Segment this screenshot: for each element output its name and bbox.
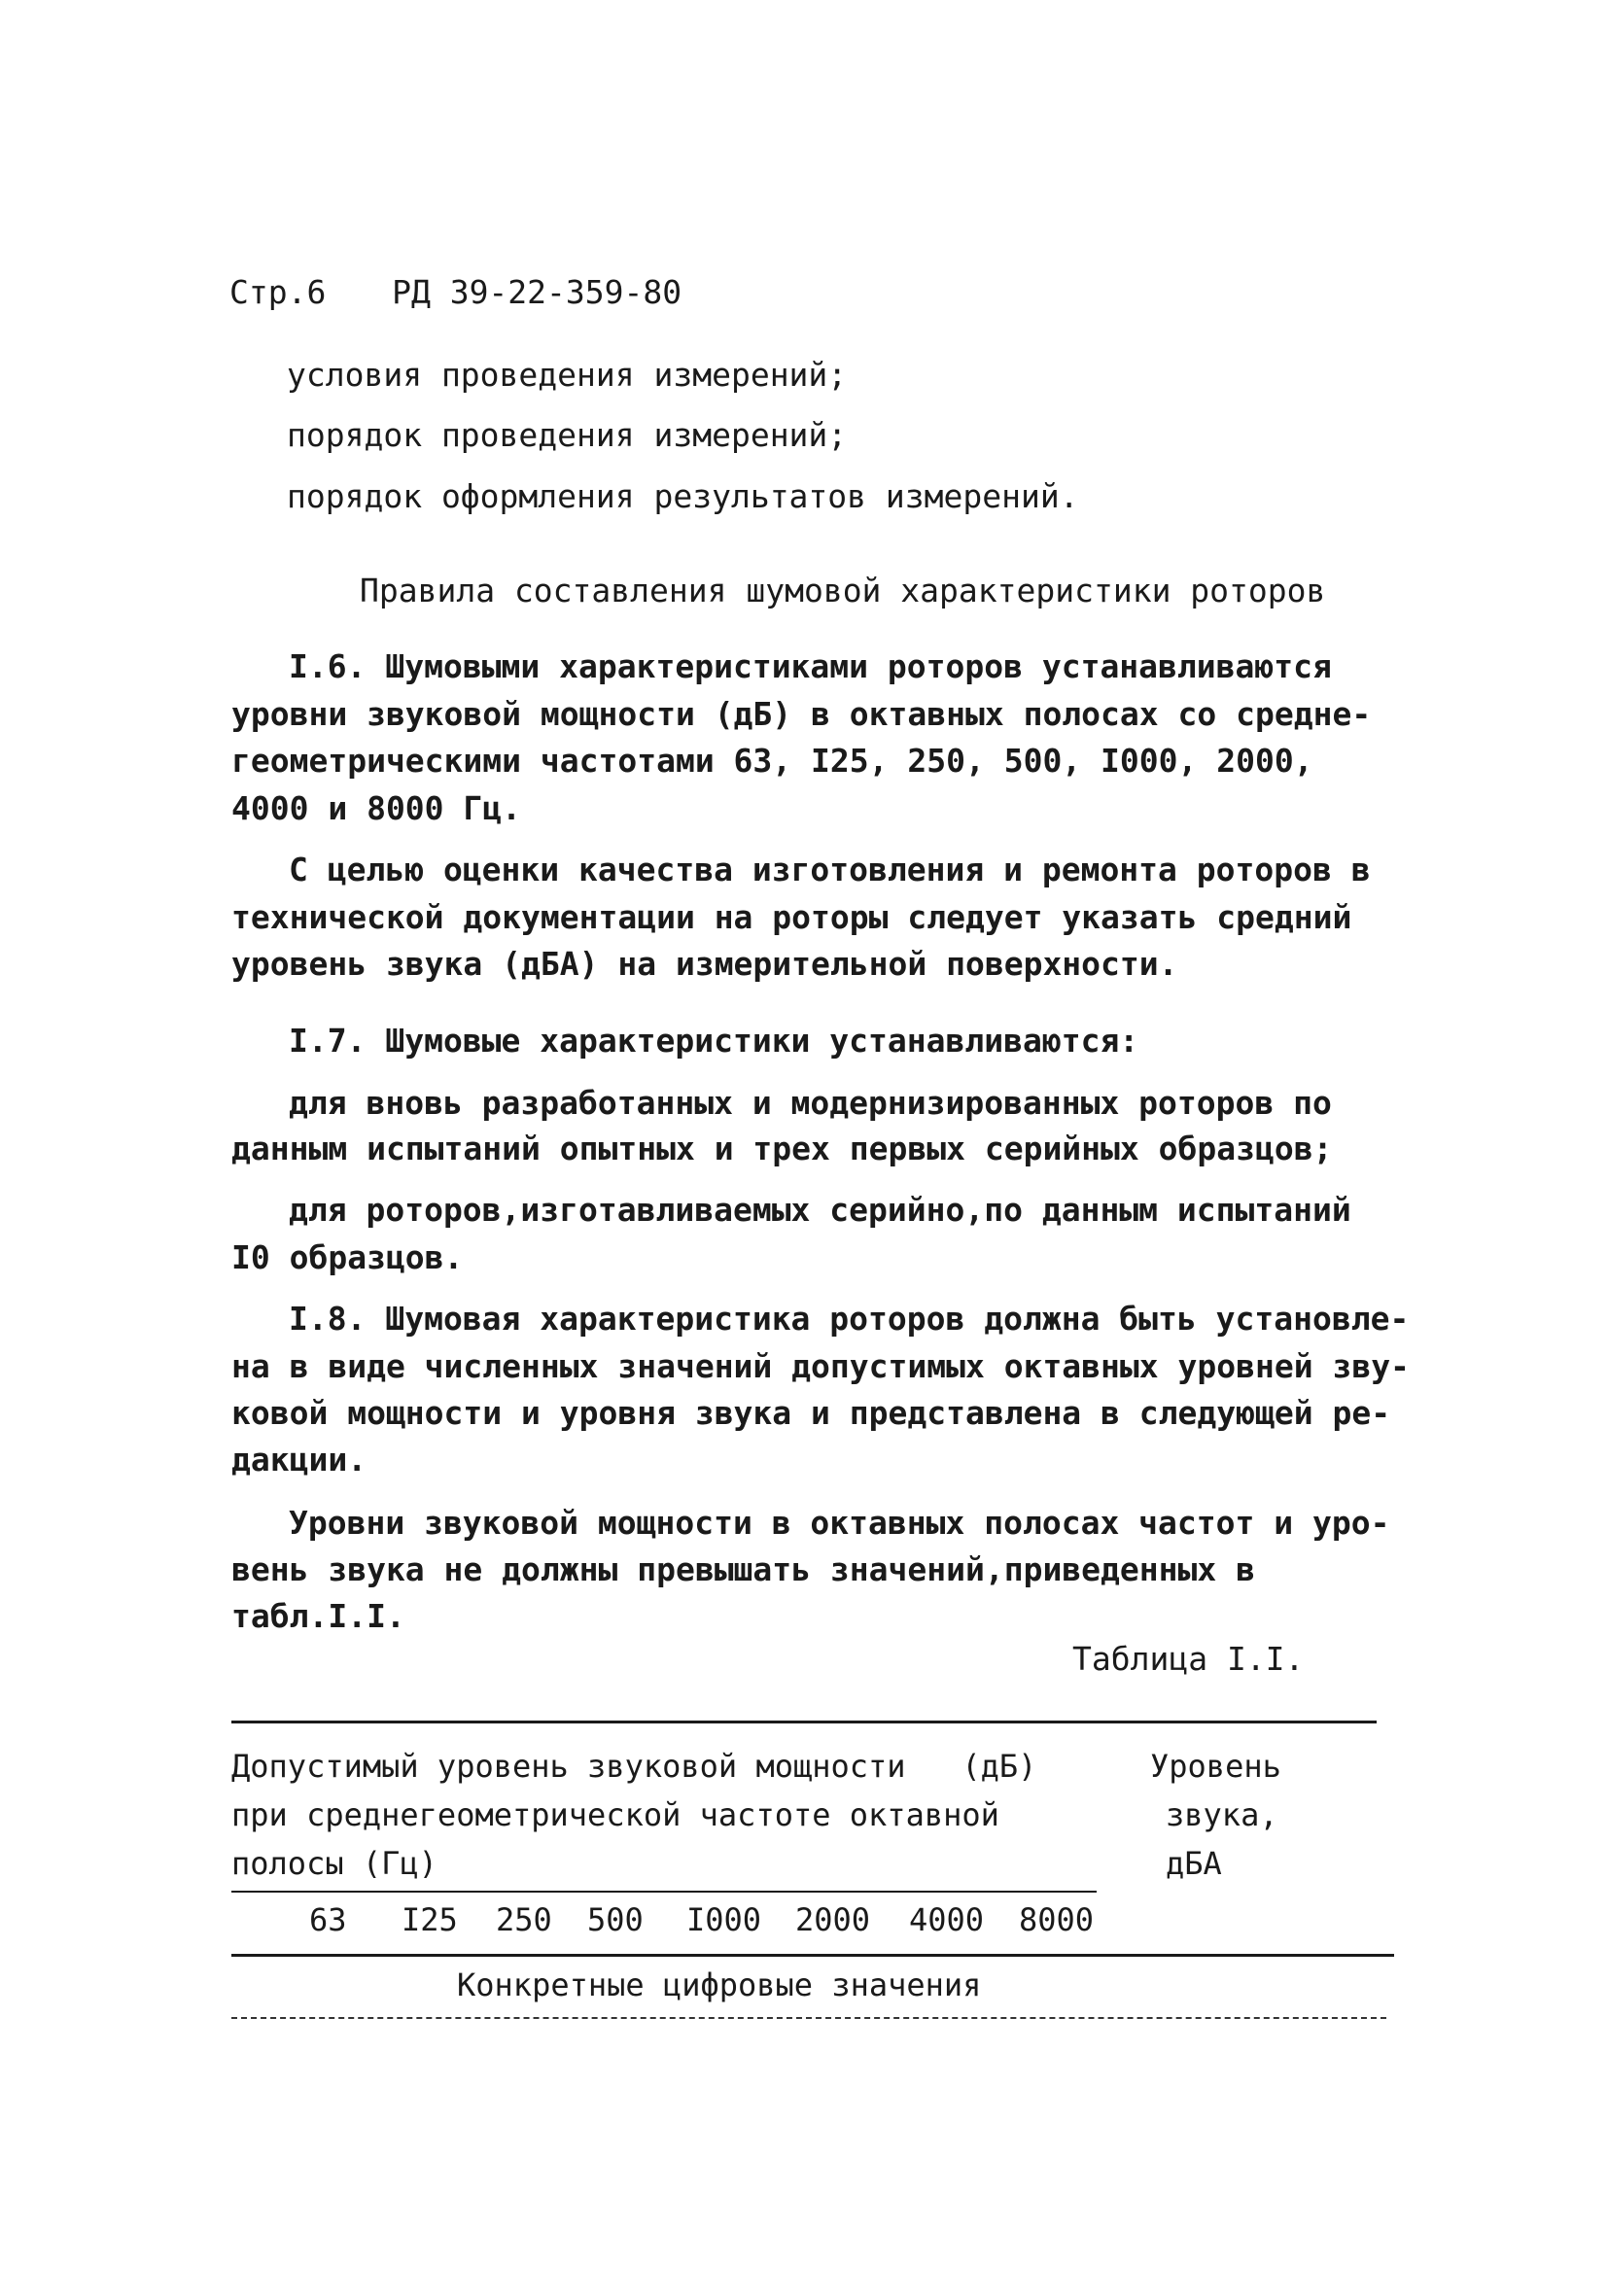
table-header-right — [1150, 1742, 1281, 1888]
paragraph-line: С целью оценки качества изготовления и ремонта роторов в — [289, 851, 1371, 888]
paragraph-line: для вновь разработанных и модернизированных роторов по — [289, 1084, 1332, 1122]
paragraph-line: геометрическими частотами 63, I25, 250, 500, I000, 2000, — [231, 742, 1313, 780]
frequency-cell: 250 — [496, 1901, 552, 1938]
table-header-line: при среднегеометрической частоте октавной — [231, 1796, 999, 1833]
paragraph-line: дакции. — [231, 1441, 367, 1478]
table-header-line: дБА — [1166, 1845, 1222, 1882]
paragraph-line: для роторов,изготавливаемых серийно,по данным испытаний — [289, 1191, 1351, 1229]
paragraph-line: табл.I.I. — [231, 1597, 405, 1635]
table-header-line: звука, — [1166, 1796, 1278, 1833]
paragraph-line: уровни звуковой мощности (дБ) в октавных полосах со средне- — [231, 695, 1372, 733]
paragraph-line: вень звука не должны превышать значений,приведенных в — [231, 1550, 1255, 1588]
paragraph-line: I.8. Шумовая характеристика роторов должна быть установле- — [289, 1300, 1410, 1338]
table-header-left — [231, 1742, 1036, 1888]
table-header-bottom-rule — [231, 1954, 1394, 1957]
frequency-cell: 4000 — [909, 1901, 985, 1938]
frequency-cell: 2000 — [795, 1901, 871, 1938]
list-item: порядок оформления результатов измерений. — [287, 477, 1079, 515]
table-header-line: Уровень — [1150, 1748, 1281, 1785]
paragraph-line: на в виде численных значений допустимых октавных уровней зву- — [231, 1347, 1410, 1385]
paragraph-line: Уровни звуковой мощности в октавных полосах частот и уро- — [289, 1504, 1390, 1542]
table-top-rule — [231, 1721, 1377, 1723]
paragraph-line: I.6. Шумовыми характеристиками роторов устанавливаются — [289, 647, 1332, 685]
list-item: условия проведения измерений; — [287, 356, 848, 394]
paragraph-line: уровень звука (дБА) на измерительной поверхности. — [231, 945, 1178, 983]
frequency-cell: I25 — [402, 1901, 458, 1938]
paragraph-line: I.7. Шумовые характеристики устанавливаются: — [289, 1022, 1139, 1060]
list-item: порядок проведения измерений; — [287, 416, 848, 454]
document-code: РД 39-22-359-80 — [392, 273, 682, 311]
paragraph-line: технической документации на роторы следует указать средний — [231, 898, 1352, 936]
paragraph-line: данным испытаний опытных и трех первых серийных образцов; — [231, 1130, 1333, 1167]
page-header — [229, 273, 682, 312]
frequency-cell: I000 — [686, 1901, 762, 1938]
table-header-line: Допустимый уровень звуковой мощности (дБ) — [231, 1748, 1037, 1785]
table-caption: Таблица I.I. — [1072, 1640, 1305, 1678]
section-heading: Правила составления шумовой характеристики роторов — [360, 572, 1326, 609]
frequency-cell: 8000 — [1019, 1901, 1095, 1938]
values-note: Конкретные цифровые значения — [457, 1966, 982, 2003]
table-bottom-rule — [231, 2017, 1386, 2019]
table-subheader-rule — [231, 1891, 1097, 1893]
paragraph-line: 4000 и 8000 Гц. — [231, 789, 522, 827]
paragraph-line: ковой мощности и уровня звука и представлена в следующей ре- — [231, 1394, 1391, 1432]
frequency-cell: 63 — [309, 1901, 347, 1938]
paragraph-line: I0 образцов. — [231, 1238, 464, 1276]
page-number: Стр.6 — [229, 273, 327, 311]
frequency-cell: 500 — [587, 1901, 644, 1938]
table-header-line: полосы (Гц) — [231, 1845, 437, 1882]
